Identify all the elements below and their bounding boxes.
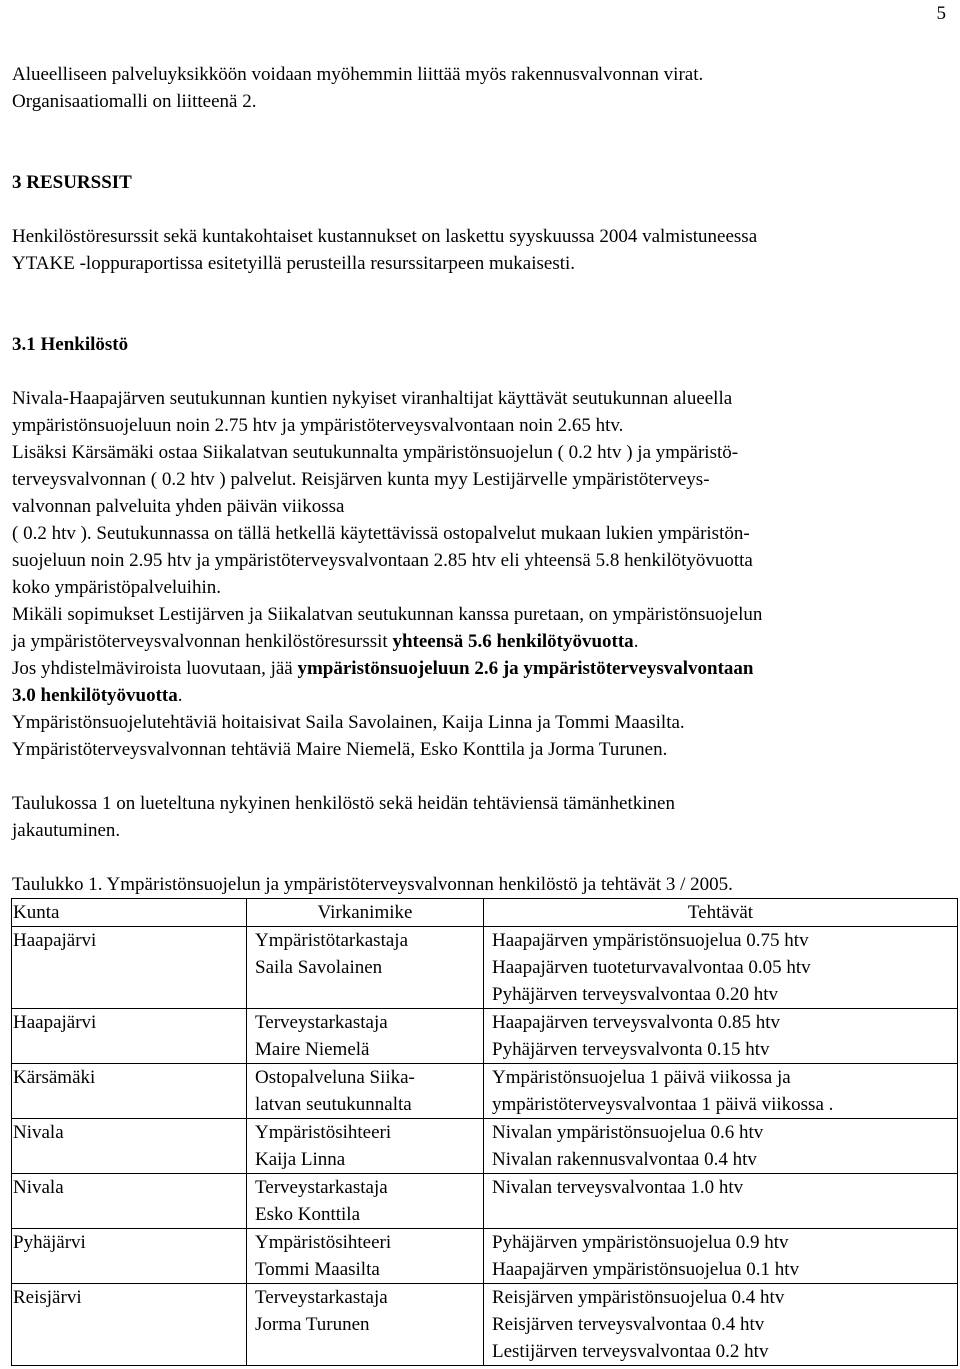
p1-line-4: terveysvalvonnan ( 0.2 htv ) palvelut. Reisjärven kunta myy Lestijärvelle ympäristöterveys-: [12, 469, 710, 490]
cell-virka: [247, 1119, 484, 1174]
p3-allocation-bold: ympäristönsuojeluun 2.6 ja ympäristöterveysvalvontaan: [297, 658, 754, 679]
cell-kunta: Reisjärvi: [12, 1284, 247, 1366]
virka-person: Tommi Maasilta: [255, 1259, 380, 1280]
virka-title: Ostopalveluna Siika-: [255, 1067, 415, 1088]
section-3-heading: 3 RESURSSIT: [12, 172, 132, 193]
table-row: [12, 1174, 958, 1229]
task-line: Nivalan ympäristönsuojelua 0.6 htv: [492, 1122, 764, 1143]
cell-kunta: Haapajärvi: [12, 1009, 247, 1064]
p1-line-7: suojeluun noin 2.95 htv ja ympäristöterveysvalvontaan 2.85 htv eli yhteensä 5.8 henkilötyövuotta: [12, 550, 753, 571]
staff-table: [11, 898, 958, 1366]
task-line: ympäristöterveysvalvontaa 1 päivä viikossa .: [492, 1094, 834, 1115]
task-line: Ympäristönsuojelua 1 päivä viikossa ja: [492, 1067, 791, 1088]
virka-person: Maire Niemelä: [255, 1039, 370, 1060]
cell-tehtavat: [484, 1229, 958, 1284]
virka-person: Jorma Turunen: [255, 1314, 370, 1335]
virka-title: Terveystarkastaja: [255, 1287, 388, 1308]
header-kunta: Kunta: [12, 899, 247, 927]
p5-line-1: Taulukossa 1 on lueteltuna nykyinen henkilöstö sekä heidän tehtäviensä tämänhetkinen: [12, 793, 675, 814]
cell-virka: [247, 1229, 484, 1284]
section-3-1-paragraph-2: [12, 601, 947, 655]
task-line: Haapajärven ympäristönsuojelua 0.1 htv: [492, 1259, 800, 1280]
intro-paragraph: [12, 61, 947, 115]
cell-tehtavat: [484, 927, 958, 1009]
task-line: Reisjärven terveysvalvontaa 0.4 htv: [492, 1314, 765, 1335]
virka-title: Terveystarkastaja: [255, 1177, 388, 1198]
cell-tehtavat: [484, 1064, 958, 1119]
task-line: Pyhäjärven terveysvalvontaa 0.20 htv: [492, 984, 778, 1005]
table-row: [12, 1119, 958, 1174]
p1-line-6: ( 0.2 htv ). Seutukunnassa on tällä hetkellä käytettävissä ostopalvelut mukaan lukien ympäristön-: [12, 523, 750, 544]
intro-line-2: Organisaatiomalli on liitteenä 2.: [12, 91, 257, 112]
task-line: Nivalan rakennusvalvontaa 0.4 htv: [492, 1149, 757, 1170]
p2-line-2a: ja ympäristöterveysvalvonnan henkilöstöresurssit: [12, 631, 393, 652]
table-row: [12, 1229, 958, 1284]
virka-person: latvan seutukunnalta: [255, 1094, 412, 1115]
task-line: Haapajärven tuoteturvavalvontaa 0.05 htv: [492, 957, 811, 978]
cell-virka: [247, 1064, 484, 1119]
p1-line-2: ympäristönsuojeluun noin 2.75 htv ja ympäristöterveysvalvontaan noin 2.65 htv.: [12, 415, 624, 436]
table-caption: Taulukko 1. Ympäristönsuojelun ja ympäristöterveysvalvonnan henkilöstö ja tehtävät 3 / 2005.: [12, 874, 733, 895]
cell-virka: [247, 1174, 484, 1229]
table-header-row: [12, 899, 958, 927]
section-3-line-1: Henkilöstöresurssit sekä kuntakohtaiset kustannukset on laskettu syyskuussa 2004 valmistuneessa: [12, 226, 758, 247]
cell-tehtavat: [484, 1119, 958, 1174]
table-row: [12, 927, 958, 1009]
virka-person: Saila Savolainen: [255, 957, 383, 978]
p2-line-2c: .: [633, 631, 639, 652]
section-3-1-paragraph-5: [12, 790, 947, 844]
cell-tehtavat: [484, 1009, 958, 1064]
table-row: [12, 1064, 958, 1119]
cell-virka: [247, 1009, 484, 1064]
cell-kunta: Kärsämäki: [12, 1064, 247, 1119]
table-row: [12, 1284, 958, 1366]
section-3-line-2: YTAKE -loppuraportissa esitetyillä perusteilla resurssitarpeen mukaisesti.: [12, 253, 576, 274]
task-line: Haapajärven terveysvalvonta 0.85 htv: [492, 1012, 781, 1033]
p1-line-5: valvonnan palveluita yhden päivän viikossa: [12, 496, 345, 517]
document-body: [12, 61, 947, 1366]
p4-line-2: Ympäristöterveysvalvonnan tehtäviä Maire Niemelä, Esko Konttila ja Jorma Turunen.: [12, 739, 668, 760]
cell-kunta: Nivala: [12, 1174, 247, 1229]
task-line: Pyhäjärven ympäristönsuojelua 0.9 htv: [492, 1232, 789, 1253]
task-line: Haapajärven ympäristönsuojelua 0.75 htv: [492, 930, 809, 951]
section-3-paragraph: [12, 223, 947, 277]
p1-line-1: Nivala-Haapajärven seutukunnan kuntien nykyiset viranhaltijat käyttävät seutukunnan alueella: [12, 388, 733, 409]
cell-virka: [247, 927, 484, 1009]
p5-line-2: jakautuminen.: [12, 820, 121, 841]
intro-line-1: Alueelliseen palveluyksikköön voidaan myöhemmin liittää myös rakennusvalvonnan virat.: [12, 64, 704, 85]
cell-kunta: Pyhäjärvi: [12, 1229, 247, 1284]
task-line: Reisjärven ympäristönsuojelua 0.4 htv: [492, 1287, 785, 1308]
p2-line-1: Mikäli sopimukset Lestijärven ja Siikalatvan seutukunnan kanssa puretaan, on ympäristönsuojelun: [12, 604, 763, 625]
virka-title: Ympäristötarkastaja: [255, 930, 409, 951]
cell-virka: [247, 1284, 484, 1366]
p3-total-bold: 3.0 henkilötyövuotta: [12, 685, 178, 706]
virka-person: Kaija Linna: [255, 1149, 346, 1170]
virka-person: Esko Konttila: [255, 1204, 361, 1225]
task-line: Lestijärven terveysvalvontaa 0.2 htv: [492, 1341, 769, 1362]
task-line: Nivalan terveysvalvontaa 1.0 htv: [492, 1177, 744, 1198]
cell-kunta: Nivala: [12, 1119, 247, 1174]
p1-line-8: koko ympäristöpalveluihin.: [12, 577, 221, 598]
cell-tehtavat: [484, 1284, 958, 1366]
cell-tehtavat: [484, 1174, 958, 1229]
virka-title: Terveystarkastaja: [255, 1012, 388, 1033]
table-row: [12, 1009, 958, 1064]
section-3-1-paragraph-1: [12, 385, 947, 601]
section-3-1-paragraph-4: [12, 709, 947, 763]
p4-line-1: Ympäristönsuojelutehtäviä hoitaisivat Saila Savolainen, Kaija Linna ja Tommi Maasilta.: [12, 712, 685, 733]
p1-line-3: Lisäksi Kärsämäki ostaa Siikalatvan seutukunnalta ympäristönsuojelun ( 0.2 htv ) ja ympäristö-: [12, 442, 739, 463]
p3-line-1a: Jos yhdistelmäviroista luovutaan, jää: [12, 658, 298, 679]
virka-title: Ympäristösihteeri: [255, 1232, 392, 1253]
header-virkanimike: Virkanimike: [247, 899, 484, 927]
cell-kunta: Haapajärvi: [12, 927, 247, 1009]
section-3-1-paragraph-3: [12, 655, 947, 709]
virka-title: Ympäristösihteeri: [255, 1122, 392, 1143]
p3-line-2c: .: [177, 685, 183, 706]
task-line: Pyhäjärven terveysvalvonta 0.15 htv: [492, 1039, 770, 1060]
header-tehtavat: Tehtävät: [484, 899, 958, 927]
p2-total-bold: yhteensä 5.6 henkilötyövuotta: [392, 631, 634, 652]
section-3-1-heading: 3.1 Henkilöstö: [12, 334, 129, 355]
page-number: 5: [936, 3, 946, 24]
